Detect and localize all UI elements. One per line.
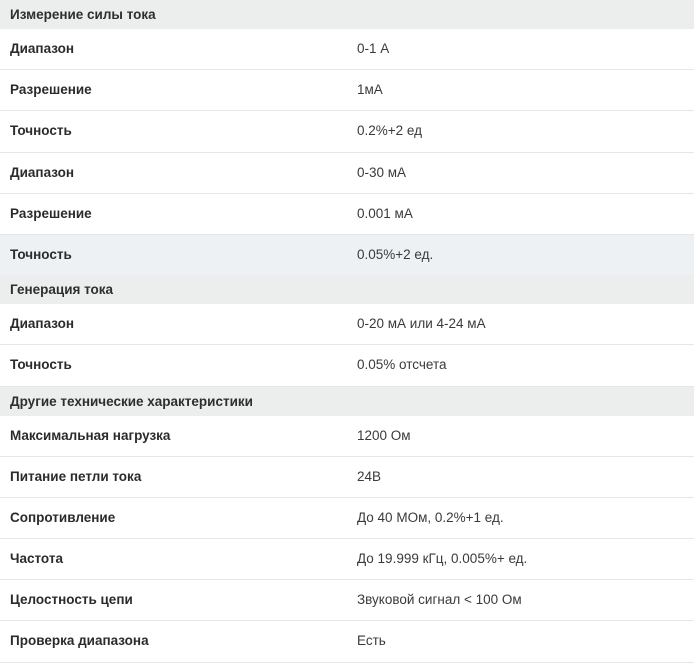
spec-value: 0.2%+2 ед <box>347 111 694 152</box>
section-header-row <box>0 275 694 304</box>
section-header-row <box>0 386 694 416</box>
spec-value: 0-1 А <box>347 29 694 70</box>
spec-label: Диапазон <box>0 152 347 193</box>
spec-value: 0-30 мА <box>347 152 694 193</box>
spec-value: 24В <box>347 456 694 497</box>
table-row <box>0 70 694 111</box>
table-row <box>0 304 694 345</box>
section-header-label: Генерация тока <box>0 275 694 304</box>
table-row <box>0 497 694 538</box>
spec-label: Точность <box>0 111 347 152</box>
spec-value: Звуковой сигнал < 100 Ом <box>347 580 694 621</box>
spec-value: 1мА <box>347 70 694 111</box>
spec-value: До 19.999 кГц, 0.005%+ ед. <box>347 539 694 580</box>
spec-label: Диапазон <box>0 29 347 70</box>
spec-label: Частота <box>0 539 347 580</box>
spec-label: Питание петли тока <box>0 456 347 497</box>
spec-value: Есть <box>347 621 694 662</box>
table-row <box>0 345 694 386</box>
section-header-label: Измерение силы тока <box>0 0 694 29</box>
spec-value: 0.05%+2 ед. <box>347 234 694 275</box>
table-row <box>0 416 694 457</box>
spec-label: Проверка диапазона <box>0 621 347 662</box>
table-row <box>0 621 694 662</box>
table-row <box>0 111 694 152</box>
spec-label: Диапазон <box>0 304 347 345</box>
table-row <box>0 234 694 275</box>
table-row <box>0 193 694 234</box>
spec-value: До 40 МОм, 0.2%+1 ед. <box>347 497 694 538</box>
table-row <box>0 29 694 70</box>
spec-label: Точность <box>0 234 347 275</box>
spec-label: Точность <box>0 345 347 386</box>
spec-label: Целостность цепи <box>0 580 347 621</box>
spec-value: 1200 Ом <box>347 416 694 457</box>
spec-label: Максимальная нагрузка <box>0 416 347 457</box>
spec-label: Разрешение <box>0 193 347 234</box>
spec-label: Сопротивление <box>0 497 347 538</box>
table-row <box>0 539 694 580</box>
spec-value: 0.001 мА <box>347 193 694 234</box>
spec-label: Разрешение <box>0 70 347 111</box>
spec-value: 0-20 мА или 4-24 мА <box>347 304 694 345</box>
table-row <box>0 152 694 193</box>
spec-value: 0.05% отсчета <box>347 345 694 386</box>
section-header-row <box>0 0 694 29</box>
table-row <box>0 456 694 497</box>
section-header-label: Другие технические характеристики <box>0 386 694 416</box>
table-row <box>0 580 694 621</box>
